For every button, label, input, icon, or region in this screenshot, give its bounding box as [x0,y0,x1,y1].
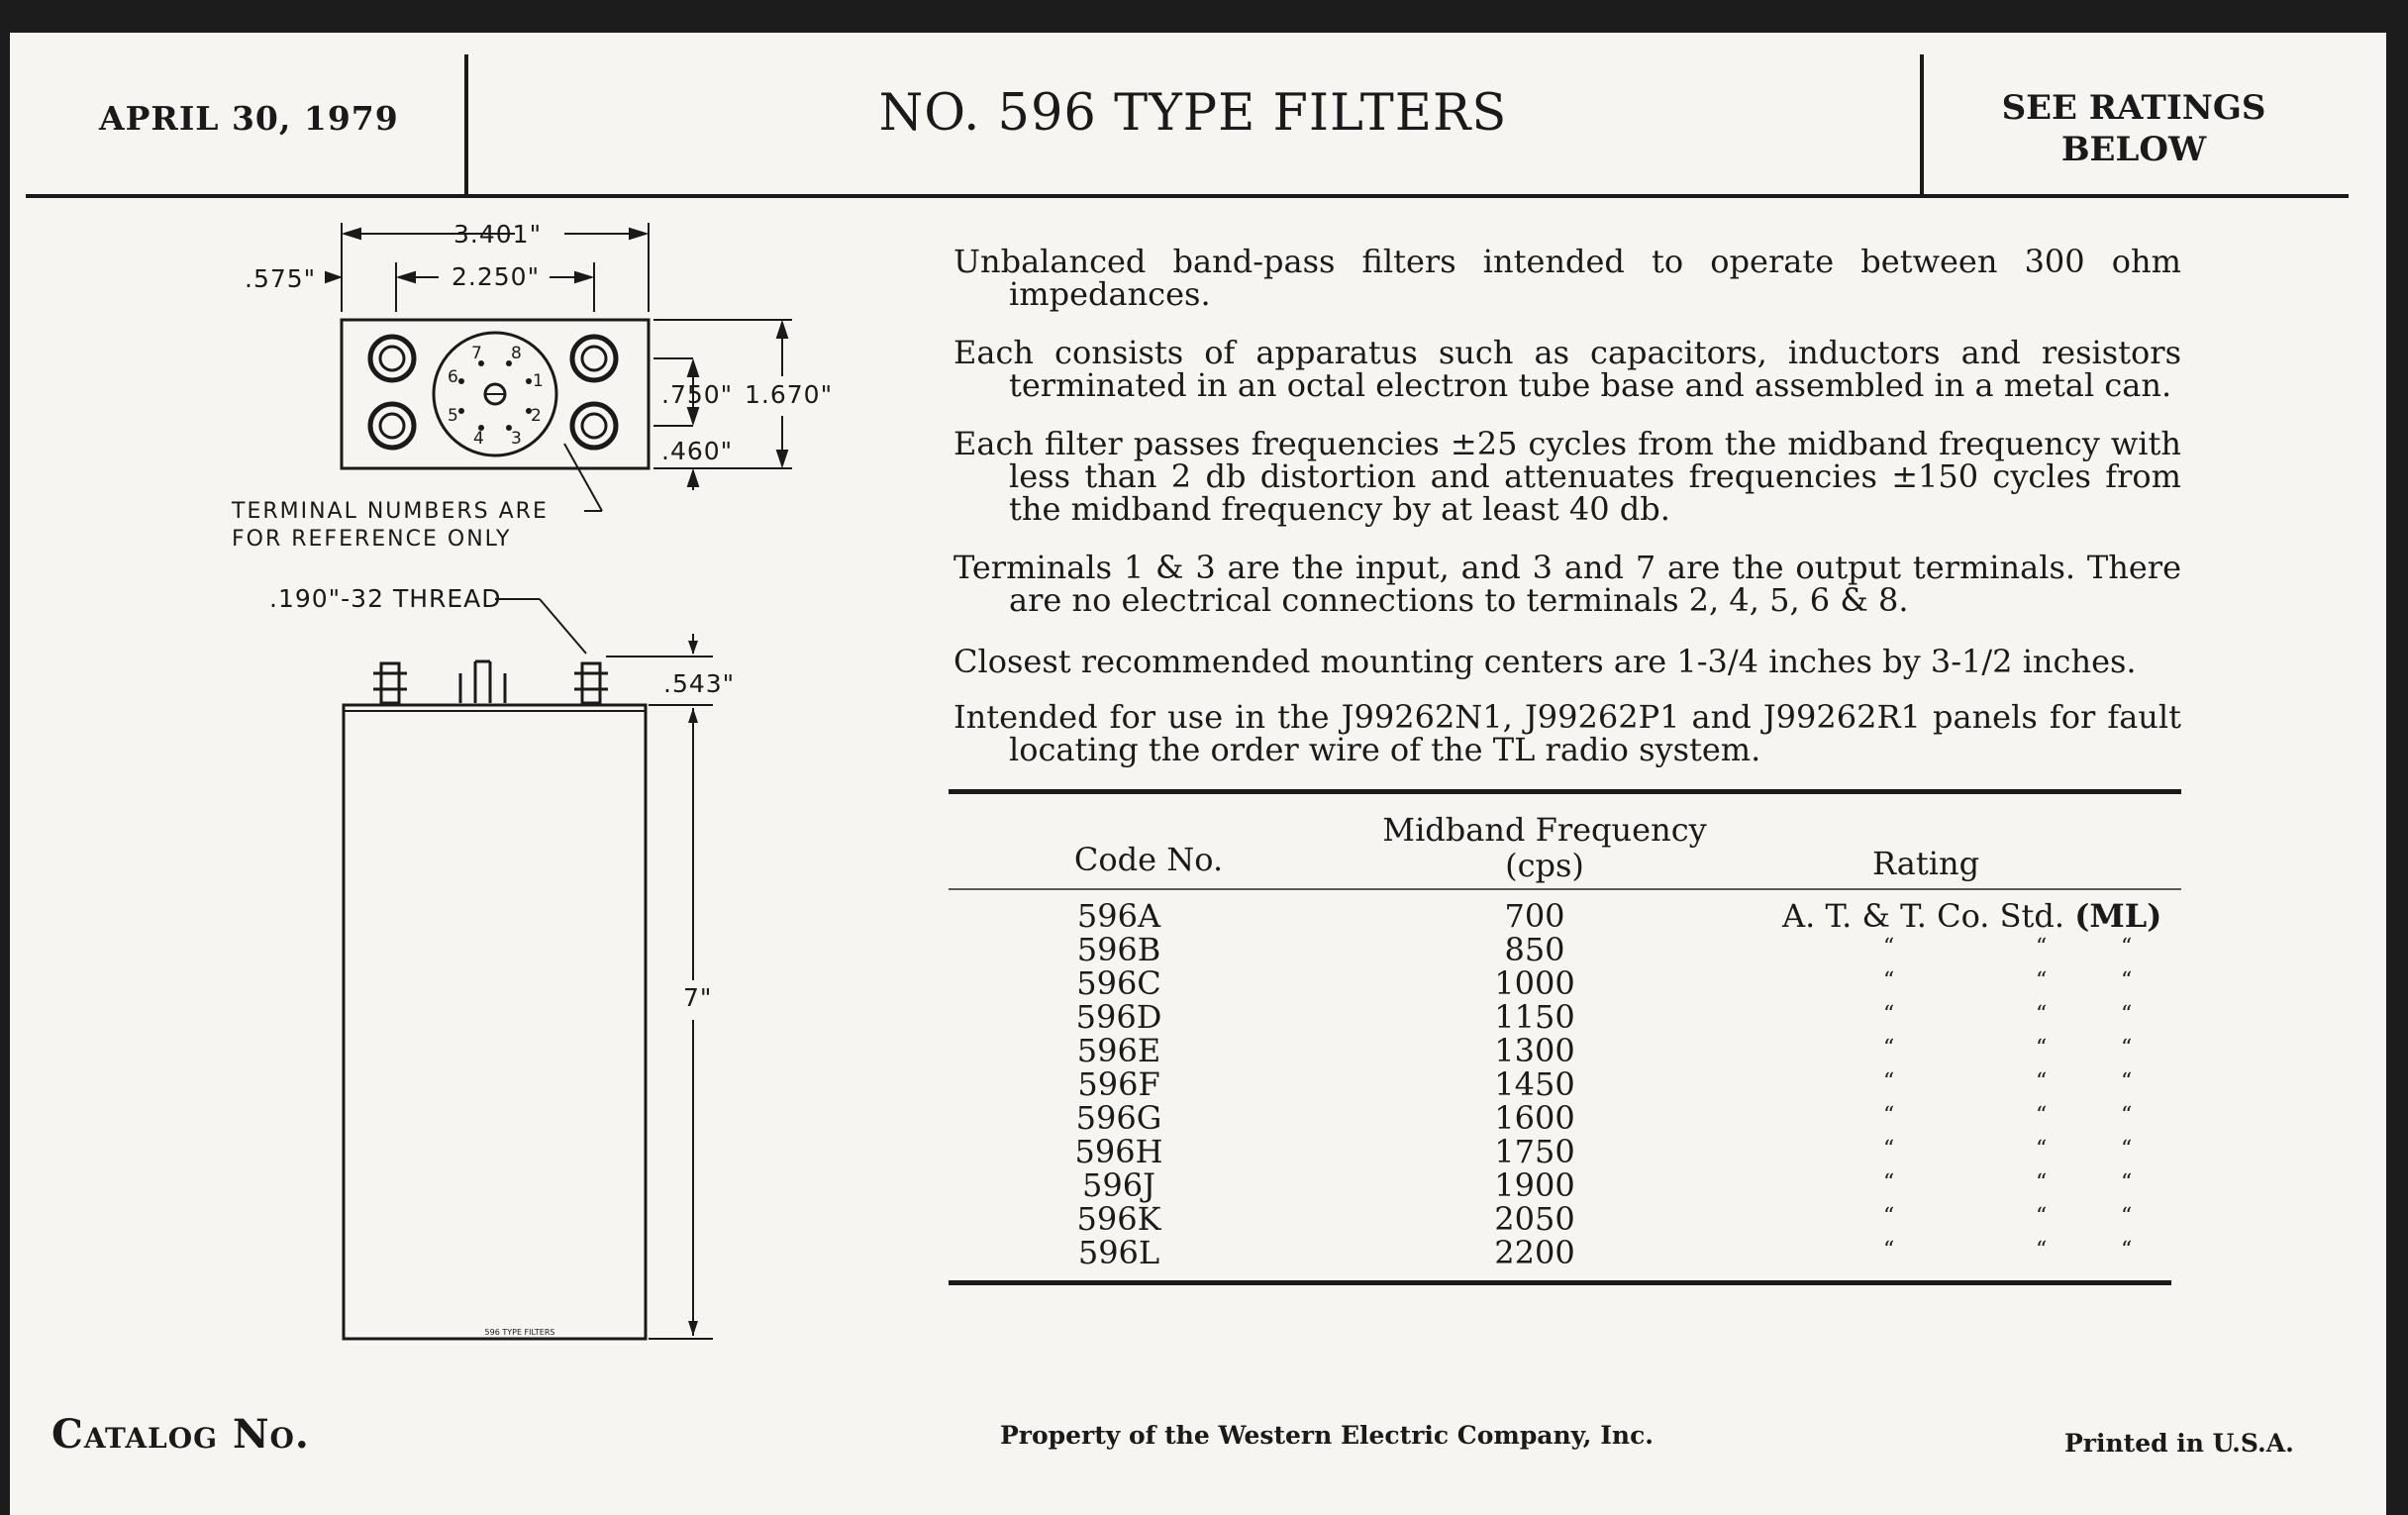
ditto-mark: “ [2121,1036,2133,1060]
table-cell-frequency: 2050 [1494,1200,1575,1238]
rating-standard-suffix: (ML) [2074,897,2162,935]
terminal-note-line2: FOR REFERENCE ONLY [232,527,512,552]
table-cell-frequency: 1000 [1494,964,1575,1002]
table-cell-frequency: 1600 [1494,1099,1575,1137]
ditto-mark: “ [1883,1069,1895,1094]
terminal-note-line1: TERMINAL NUMBERS ARE [232,499,549,524]
thread-label: .190"-32 THREAD [269,584,502,613]
table-cell-frequency: 1150 [1494,998,1575,1036]
ditto-mark: “ [1883,1002,1895,1027]
dim-terminal-spacing: .750" [661,380,734,409]
ditto-mark: “ [2036,1204,2048,1229]
ditto-mark: “ [2036,1238,2048,1262]
pin-label-4: 4 [473,429,484,449]
table-cell-frequency: 700 [1504,897,1565,935]
col-header-frequency [1347,812,1743,883]
col-header-rating: Rating [1871,845,1980,882]
dim-overall-height: 1.670" [745,380,834,409]
table-header-rule [949,888,2181,890]
dim-overall-width: 3.401" [453,220,543,249]
rating-note-line1: SEE RATINGS [2001,88,2266,128]
table-cell-frequency: 1750 [1494,1133,1575,1170]
table-cell-frequency: 1450 [1494,1065,1575,1103]
header-rule [26,194,2349,198]
pin-label-6: 6 [448,367,458,387]
top-view-drawing [228,218,861,525]
paragraph-2: Each consists of apparatus such as capacitors, inductors and resistors terminated in an octal electron tube base and assembled in a metal can. [953,334,2181,404]
catalog-number-label: Catalog No. [51,1411,310,1458]
ditto-mark: “ [1883,935,1895,960]
property-notice: Property of the Western Electric Company, Inc. [1000,1421,1655,1450]
ditto-mark: “ [2121,1204,2133,1229]
ditto-mark: “ [1883,1238,1895,1262]
table-cell-code: 596B [1076,931,1161,968]
col-header-frequency-line2: (cps) [1505,847,1584,884]
table-cell-rating [1782,899,2188,933]
rating-note [1936,87,2332,170]
ditto-mark: “ [2036,968,2048,993]
dim-terminal-width: 2.250" [452,262,541,291]
table-cell-code: 596K [1076,1200,1161,1238]
table-cell-code: 596L [1077,1234,1160,1271]
pin-label-8: 8 [511,344,522,363]
ditto-mark: “ [1883,1204,1895,1229]
ditto-mark: “ [2036,935,2048,960]
table-cell-code: 596F [1077,1065,1160,1103]
table-cell-code: 596E [1076,1032,1161,1069]
pin-label-7: 7 [471,344,482,363]
table-cell-frequency: 850 [1504,931,1565,968]
ditto-mark: “ [2036,1103,2048,1128]
header-divider-right [1920,54,1924,195]
table-cell-code: 596A [1076,897,1161,935]
table-cell-frequency: 1900 [1494,1166,1575,1204]
ditto-mark: “ [1883,968,1895,993]
table-cell-code: 596J [1082,1166,1155,1204]
pin-hole-6 [458,378,464,384]
rating-standard: A. T. & T. Co. Std. [1782,897,2065,935]
ditto-mark: “ [2036,1137,2048,1162]
table-cell-code: 596H [1074,1133,1163,1170]
dim-offset: .575" [245,264,317,293]
ditto-mark: “ [2121,1170,2133,1195]
octal-pin-numbers [448,344,544,449]
paragraph-5: Closest recommended mounting centers are 1-3/4 inches by 3-1/2 inches. [953,643,2137,680]
ditto-mark: “ [1883,1036,1895,1060]
terminal-note [232,498,549,554]
ditto-mark: “ [2036,1069,2048,1094]
paragraph-4: Terminals 1 & 3 are the input, and 3 and 7 are the output terminals. There are no electrical connections to terminals 2, 4, 5, 6 & 8. [953,549,2181,619]
table-cell-code: 596D [1075,998,1162,1036]
side-view-drawing [327,594,762,1347]
page-title: NO. 596 TYPE FILTERS [878,84,1508,143]
table-cell-frequency: 2200 [1494,1234,1575,1271]
can-marking: 596 TYPE FILTERS [484,1328,555,1337]
printed-notice: Printed in U.S.A. [2064,1429,2294,1458]
ditto-mark: “ [2121,1238,2133,1262]
dim-stud-height: .543" [663,669,736,698]
ditto-mark: “ [2121,1137,2133,1162]
pin-label-1: 1 [533,371,544,391]
rating-note-line2: BELOW [2060,130,2207,169]
table-cell-code: 596G [1075,1099,1162,1137]
ditto-mark: “ [2036,1170,2048,1195]
table-cell-code: 596C [1076,964,1161,1002]
paragraph-6: Intended for use in the J99262N1, J99262P1 and J99262R1 panels for fault locating the order wire of the TL radio system. [953,698,2181,768]
ditto-mark: “ [2121,1069,2133,1094]
ditto-mark: “ [2121,968,2133,993]
pin-label-5: 5 [448,406,458,426]
ditto-mark: “ [1883,1170,1895,1195]
ditto-mark: “ [2036,1002,2048,1027]
ditto-mark: “ [2036,1036,2048,1060]
pin-label-2: 2 [531,406,542,426]
pin-hole-1 [526,378,532,384]
col-header-frequency-line1: Midband Frequency [1382,811,1707,849]
issue-date: APRIL 30, 1979 [99,99,399,138]
ditto-mark: “ [1883,1137,1895,1162]
dim-edge: .460" [661,437,734,465]
dim-can-height: 7" [683,983,713,1012]
ditto-mark: “ [1883,1103,1895,1128]
paragraph-3: Each filter passes frequencies ±25 cycles from the midband frequency with less than 2 db distortion and attenuates frequencies ±150 cycles from the midband frequency by at least 40 db. [953,425,2181,528]
table-bottom-rule [949,1280,2171,1285]
col-header-code: Code No. [1073,841,1224,878]
paragraph-1: Unbalanced band-pass filters intended to operate between 300 ohm impedances. [953,243,2181,313]
ditto-mark: “ [2121,935,2133,960]
pin-hole-5 [458,408,464,414]
ditto-mark: “ [2121,1002,2133,1027]
table-cell-frequency: 1300 [1494,1032,1575,1069]
ditto-mark: “ [2121,1103,2133,1128]
pin-label-3: 3 [511,429,522,449]
table-top-rule [949,789,2181,794]
